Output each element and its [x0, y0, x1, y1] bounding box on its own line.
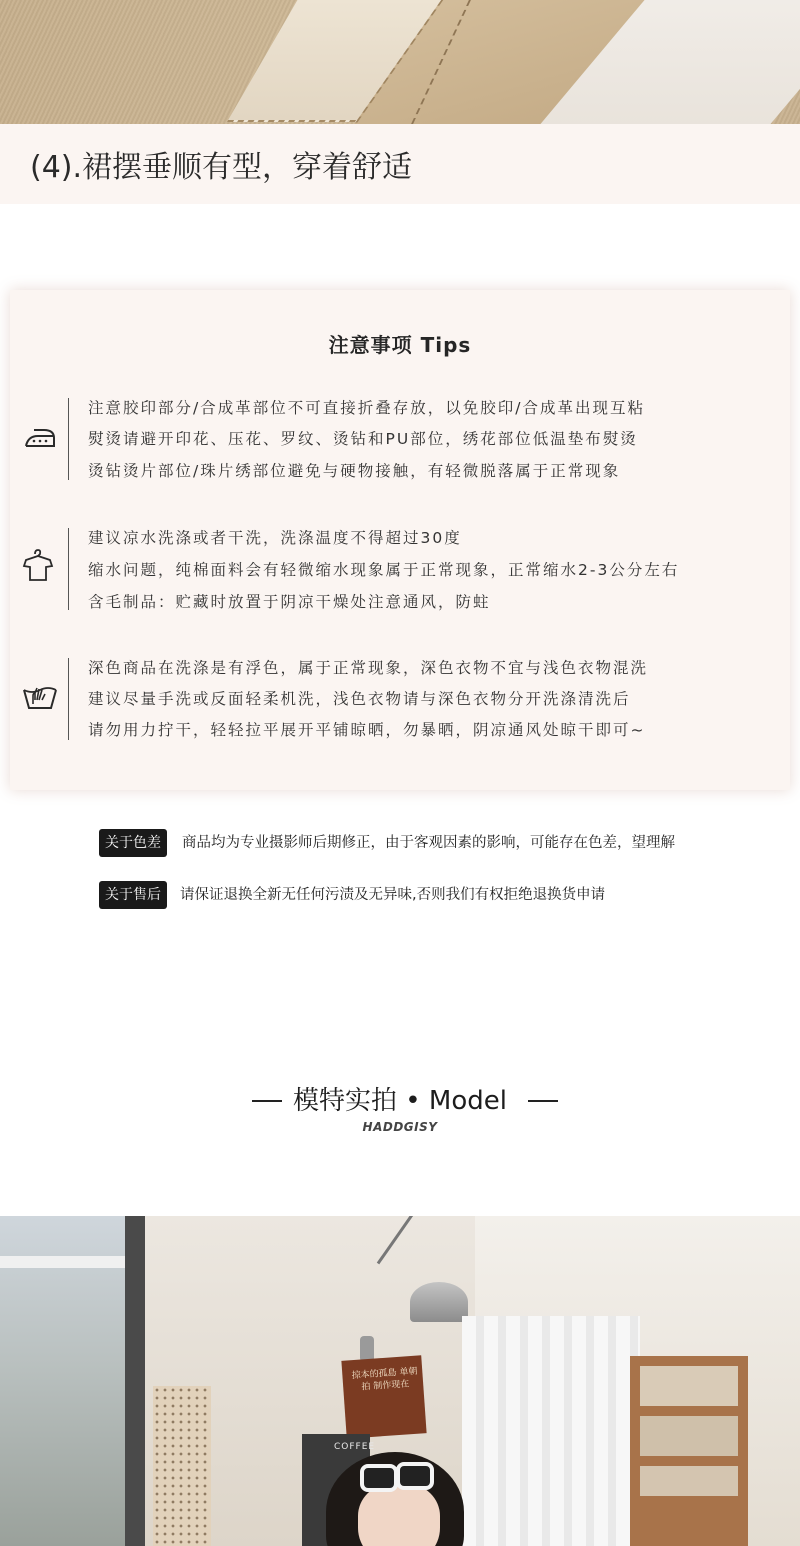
tip-line: 烫钻烫片部位/珠片绣部位避免与硬物接触，有轻微脱落属于正常现象 — [88, 462, 621, 480]
after-sales-badge: 关于售后 — [99, 881, 167, 909]
sunglasses-left — [360, 1464, 398, 1492]
tip-divider — [68, 528, 69, 610]
color-difference-badge: 关于色差 — [99, 829, 167, 857]
tip-line: 建议凉水洗涤或者干洗，洗涤温度不得超过30度 — [88, 529, 462, 547]
heading-dash-right — [528, 1100, 558, 1102]
shirt-hanger-icon — [18, 546, 58, 586]
tip-line: 注意胶印部分/合成革部位不可直接折叠存放，以免胶印/合成革出现互粘 — [88, 399, 645, 417]
tip-line: 缩水问题，纯棉面料会有轻微缩水现象属于正常现象，正常缩水2-3公分左右 — [88, 561, 680, 579]
tip-line: 含毛制品：贮藏时放置于阴凉干燥处注意通风，防蛀 — [88, 593, 491, 611]
model-face — [358, 1484, 440, 1546]
detail-caption: (4).裙摆垂顺有型，穿着舒适 — [30, 150, 413, 185]
window-mullion — [125, 1216, 145, 1546]
hand-wash-icon — [20, 676, 60, 716]
pegboard — [153, 1386, 211, 1546]
window-frame — [0, 1256, 130, 1268]
iron-icon — [20, 418, 60, 458]
tip-divider — [68, 658, 69, 740]
lamp-shade — [410, 1282, 468, 1322]
care-tips-title: 注意事项 Tips — [328, 333, 472, 357]
coffee-sign-text: COFFEE — [334, 1442, 376, 1452]
shelf-cubby — [640, 1416, 738, 1456]
section-heading: 模特实拍 • Model — [293, 1086, 507, 1116]
tip-line: 熨烫请避开印花、压花、罗纹、烫钻和PU部位，绣花部位低温垫布熨烫 — [88, 430, 638, 448]
brand-subtitle: HADDGISY — [362, 1120, 438, 1134]
shelf-cubby — [640, 1366, 738, 1406]
tip-line: 请勿用力拧干，轻轻拉平展开平铺晾晒，勿暴晒，阴凉通风处晾干即可~ — [88, 721, 646, 739]
tip-line: 深色商品在洗涤是有浮色，属于正常现象，深色衣物不宜与浅色衣物混洗 — [88, 659, 649, 677]
tip-line: 建议尽量手洗或反面轻柔机洗，浅色衣物请与深色衣物分开洗涤清洗后 — [88, 690, 631, 708]
menu-sign-text: 掠本的孤島 单朝拍 制作现在 — [351, 1366, 418, 1393]
after-sales-note: 请保证退换全新无任何污渍及无异味,否则我们有权拒绝退换货申请 — [180, 887, 606, 903]
curtain — [462, 1316, 640, 1546]
shelf-cubby — [640, 1466, 738, 1496]
sunglasses-right — [396, 1462, 434, 1490]
tip-divider — [68, 398, 69, 480]
fabric-detail-photo — [0, 0, 800, 124]
color-difference-note: 商品均为专业摄影师后期修正，由于客观因素的影响，可能存在色差，望理解 — [182, 835, 675, 851]
